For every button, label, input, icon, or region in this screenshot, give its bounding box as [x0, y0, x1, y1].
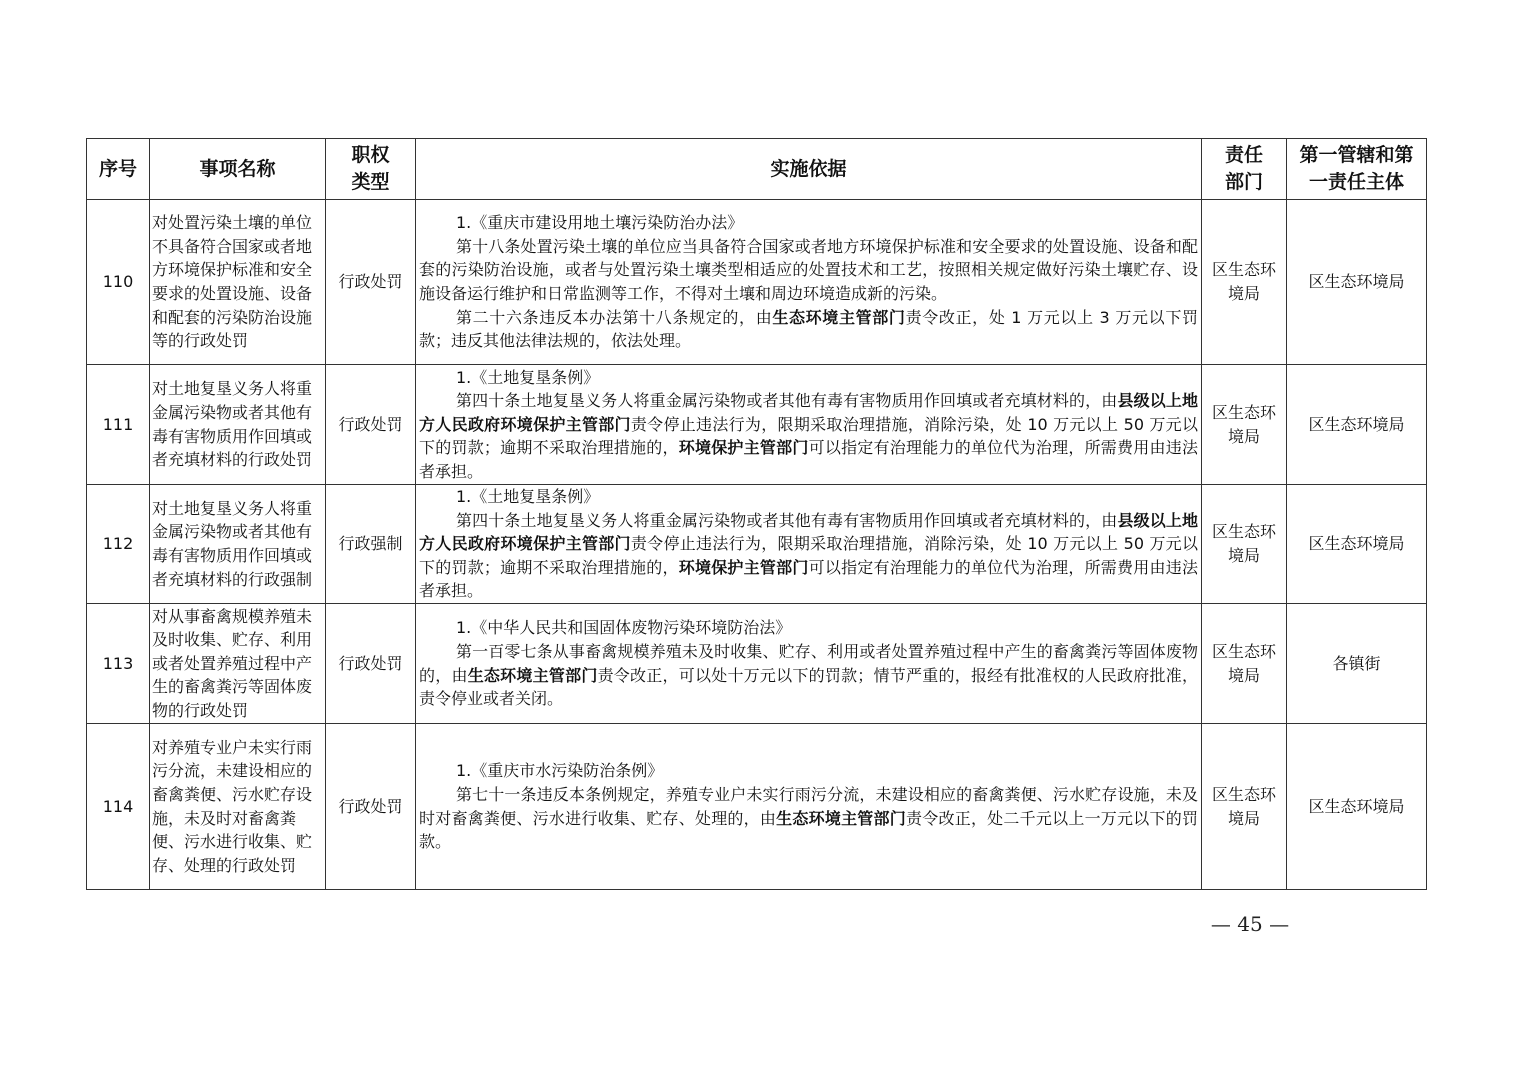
row-basis	[416, 485, 1202, 604]
header-no: 序号	[87, 139, 150, 200]
row-dept: 区生态环境局	[1202, 365, 1287, 485]
row-subject: 区生态环境局	[1287, 200, 1427, 365]
basis-paragraph: 第四十条土地复垦义务人将重金属污染物或者其他有毒有害物质用作回填或者充填材料的，由县级以上地方人民政府环境保护主管部门责令停止违法行为，限期采取治理措施，消除污染，处 10 万元以上 50 万元以下的罚款；逾期不采取治理措施的，环境保护主管部门可以指定有治理能力的单位代为治理，所需费用由违法者承担。	[419, 391, 1198, 481]
authority-bold: 生态环境主管部门	[776, 808, 907, 828]
table-row	[87, 365, 1427, 485]
law-title: 1.《土地复垦条例》	[456, 487, 600, 507]
row-no: 113	[87, 604, 150, 724]
law-title: 1.《重庆市水污染防治条例》	[456, 761, 664, 781]
basis-paragraph: 第十八条处置污染土壤的单位应当具备符合国家或者地方环境保护标准和安全要求的处置设施、设备和配套的污染防治设施，或者与处置污染土壤类型相适应的处置技术和工艺，按照相关规定做好污染土壤贮存、设施设备运行维护和日常监测等工作，不得对土壤和周边环境造成新的污染。	[419, 236, 1198, 303]
row-name: 对从事畜禽规模养殖未及时收集、贮存、利用或者处置养殖过程中产生的畜禽粪污等固体废物的行政处罚	[150, 604, 326, 724]
authority-bold: 生态环境主管部门	[467, 665, 598, 685]
page-number: — 45 —	[1210, 912, 1290, 936]
law-title: 1.《重庆市建设用地土壤污染防治办法》	[456, 213, 744, 233]
table-row	[87, 485, 1427, 604]
row-dept: 区生态环境局	[1202, 604, 1287, 724]
row-no: 111	[87, 365, 150, 485]
row-name: 对土地复垦义务人将重金属污染物或者其他有毒有害物质用作回填或者充填材料的行政强制	[150, 485, 326, 604]
law-title: 1.《中华人民共和国固体废物污染环境防治法》	[456, 618, 792, 638]
row-name: 对养殖专业户未实行雨污分流，未建设相应的畜禽粪便、污水贮存设施，未及时对畜禽粪便、污水进行收集、贮存、处理的行政处罚	[150, 724, 326, 890]
enforcement-table	[86, 138, 1427, 890]
table-row	[87, 604, 1427, 724]
row-dept: 区生态环境局	[1202, 200, 1287, 365]
row-name: 对土地复垦义务人将重金属污染物或者其他有毒有害物质用作回填或者充填材料的行政处罚	[150, 365, 326, 485]
header-row	[87, 139, 1427, 200]
basis-paragraph: 第二十六条违反本办法第十八条规定的，由生态环境主管部门责令改正，处 1 万元以上 3 万元以下罚款；违反其他法律法规的，依法处理。	[419, 307, 1198, 351]
row-no: 112	[87, 485, 150, 604]
basis-paragraph: 第一百零七条从事畜禽规模养殖未及时收集、贮存、利用或者处置养殖过程中产生的畜禽粪污等固体废物的，由生态环境主管部门责令改正，可以处十万元以下的罚款；情节严重的，报经有批准权的人民政府批准，责令停业或者关闭。	[419, 641, 1198, 709]
table-row	[87, 724, 1427, 890]
basis-paragraph: 第七十一条违反本条例规定，养殖专业户未实行雨污分流，未建设相应的畜禽粪便、污水贮存设施，未及时对畜禽粪便、污水进行收集、贮存、处理的，由生态环境主管部门责令改正，处二千元以上一万元以下的罚款。	[419, 784, 1198, 852]
row-type: 行政处罚	[326, 724, 416, 890]
row-type: 行政处罚	[326, 604, 416, 724]
row-type: 行政强制	[326, 485, 416, 604]
row-subject: 区生态环境局	[1287, 724, 1427, 890]
row-name: 对处置污染土壤的单位不具备符合国家或者地方环境保护标准和安全要求的处置设施、设备和配套的污染防治设施等的行政处罚	[150, 200, 326, 365]
header-basis: 实施依据	[416, 139, 1202, 200]
row-basis	[416, 724, 1202, 890]
law-title: 1.《土地复垦条例》	[456, 367, 600, 387]
row-dept: 区生态环境局	[1202, 724, 1287, 890]
header-subject: 第一管辖和第一责任主体	[1287, 139, 1427, 200]
row-subject: 区生态环境局	[1287, 365, 1427, 485]
row-no: 114	[87, 724, 150, 890]
basis-paragraph: 第四十条土地复垦义务人将重金属污染物或者其他有毒有害物质用作回填或者充填材料的，由县级以上地方人民政府环境保护主管部门责令停止违法行为，限期采取治理措施，消除污染，处 10 万元以上 50 万元以下的罚款；逾期不采取治理措施的，环境保护主管部门可以指定有治理能力的单位代为治理，所需费用由违法者承担。	[419, 510, 1198, 601]
authority-bold: 生态环境主管部门	[772, 307, 906, 327]
row-subject: 区生态环境局	[1287, 485, 1427, 604]
row-no: 110	[87, 200, 150, 365]
row-type: 行政处罚	[326, 365, 416, 485]
authority-bold: 县级以上地方人民政府环境保护主管部门	[419, 510, 1198, 554]
authority-bold: 县级以上地方人民政府环境保护主管部门	[419, 391, 1198, 434]
row-basis	[416, 365, 1202, 485]
row-subject: 各镇街	[1287, 604, 1427, 724]
row-type: 行政处罚	[326, 200, 416, 365]
authority-bold: 环境保护主管部门	[678, 438, 809, 458]
row-basis	[416, 604, 1202, 724]
table-row	[87, 200, 1427, 365]
header-name: 事项名称	[150, 139, 326, 200]
row-dept: 区生态环境局	[1202, 485, 1287, 604]
header-type: 职权类型	[326, 139, 416, 200]
authority-bold: 环境保护主管部门	[678, 557, 809, 577]
header-dept: 责任部门	[1202, 139, 1287, 200]
row-basis	[416, 200, 1202, 365]
